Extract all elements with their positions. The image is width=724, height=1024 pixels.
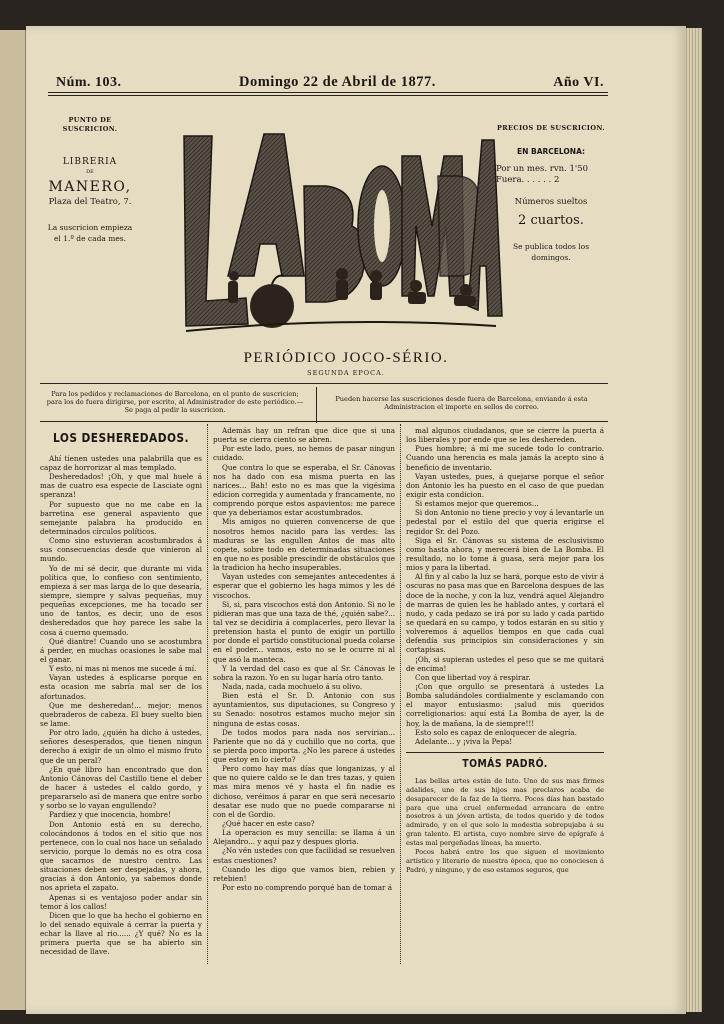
- paragraph: Dicen que lo que ha hecho el gobierno en lo del senado equivale á cerrar la puerta y echar la llave al rio...... ¿Y qué? No es la primera puerta que se ha abierto sin necesidad de llave.: [40, 910, 202, 957]
- paragraph: Pardiez y que inocencia, hombre!: [49, 810, 171, 820]
- paragraph: ¡Oh, si supieran ustedes el peso que se me quitará de encima!: [406, 654, 604, 673]
- column-2-text: [213, 426, 395, 892]
- paragraph: Si estamos mejor que queremos...: [415, 499, 539, 509]
- paragraph: Al fin y al cabo la luz se hará, porque esto de vivir á oscuras no pasa mas que en Barcelona despues de las doce de la noche, y con la luz, vendrá aquel Alejandro de marras de quien les he hablado antes, y cortará el nudo, y cada pedazo se irá por su lado y cada partido se quedará en su campo, y todos estarán en su sitio y volveremos á aquellos tiempos en que cada cual defendía sus principios sin consideraciones y sin cortapisas.: [406, 572, 604, 655]
- masthead-artwork: [176, 126, 506, 346]
- prices-heading: PRECIOS DE SUSCRICION.: [496, 124, 606, 132]
- paragraph: Además hay un refran que dice que si una puerta se cierra ciento se abren.: [213, 426, 395, 445]
- issue-year: Año VI.: [553, 75, 604, 90]
- notice-right: Pueden hacerse las suscriciones desde fuera de Barcelona, enviando á esta Administracion el importe en sellos de correo.: [316, 387, 606, 423]
- page-stack-edge: [684, 28, 702, 1012]
- paragraph: Adelante... y ¡viva la Pepa!: [415, 736, 513, 746]
- paragraph: La operacion es muy sencilla: se llama á un Alejandro... y aquí paz y despues gloria.: [213, 828, 395, 847]
- publication-note: Se publica todos los domingos.: [512, 242, 590, 262]
- paragraph: Desheredados! ¡Oh, y que mal huele á mas de cuatro esa especie de Lasciate ogni speranza!: [40, 472, 202, 500]
- paragraph: Pero como hay mas días que longanizas, y al que no quiere caldo se le dan tres tazas, y quien mas mira menos vé y hasta el fin nadie es dichoso, veréimos á parar en que será necesario desatar ese nudo que no puede compararse ni con el de Gordio.: [213, 764, 395, 819]
- loose-issues-label: Números sueltos: [514, 197, 588, 208]
- paragraph: Que me desheredan!... mejor; menos quebraderos de cabeza. El buey suelto bien se lame.: [40, 700, 202, 728]
- paragraph: Pues hombre; á mí me sucede todo lo contrario. Cuando una herencia es mala jamás la acepto sino á beneficio de inventario.: [406, 444, 604, 472]
- article-column-3: [406, 426, 604, 966]
- de-label: DE: [86, 168, 94, 175]
- paragraph: ¿Qué hacer en este caso?: [222, 819, 315, 829]
- paragraph: Por otro lado, ¿quién ha dicho á ustedes, señores desesperados, que tienen ningun derecho á exigir de un olmo el mismo fruto que de un peral?: [40, 728, 202, 765]
- shop-name: MANERO,: [48, 178, 132, 195]
- column-divider-2: [400, 424, 401, 964]
- paragraph: Esto solo es capaz de enloquecer de alegría.: [415, 727, 577, 737]
- column-1-text: [40, 454, 202, 957]
- article-column-1: [40, 426, 202, 966]
- paragraph: Las bellas artes están de luto. Uno de sus mas firmes adalides, uno de sus hijos mas preclaros acaba de desaparecer de la faz de la tierra. Pocos días han bastado para que una cruel enfermedad arrancara de entre nosotros á un jóven artista, de todos querido y de todos admirado, y en el que solo la modestia sobrepujaba á su gran talento. El artista, cuyo nombre sirve de epígrafe á estas mal pergeñadas líneas, ha muerto.: [406, 776, 604, 848]
- previous-page-edge: [0, 30, 26, 1010]
- subscription-heading: PUNTO DE SUSCRICION.: [62, 116, 118, 134]
- notice-bottom-rule: [40, 421, 608, 422]
- section-rule: [406, 752, 604, 753]
- paragraph: ¿No vén ustedes con que facilidad se resuelven estas cuestiones?: [213, 846, 395, 865]
- header-line: [56, 74, 604, 91]
- notice-top-rule: [40, 383, 608, 384]
- paragraph: Por esto no comprendo porqué han de tomar á: [222, 883, 392, 893]
- prices-box: [492, 124, 610, 263]
- masthead-subtitle: PERIÓDICO JOCO-SÉRIO.: [243, 350, 449, 366]
- paragraph: De todos modos para nada nos servirian... Pariente que no dá y cuchillo que no corta, que se pierda poco importa. ¿No les parece á ustedes que estoy en lo cierto?: [213, 727, 395, 765]
- price-month: Por un mes. rvn. 1'50: [496, 163, 589, 174]
- paragraph: Ahí tienen ustedes una palabrilla que es capaz de horrorizar al mas templado.: [40, 453, 202, 473]
- paragraph: Con que libertad voy á respirar.: [415, 672, 531, 682]
- loose-issue-price: 2 cuartos.: [518, 213, 584, 229]
- issue-number: Núm. 103.: [56, 75, 122, 90]
- obituary-title: TOMÁS PADRÓ.: [462, 756, 548, 770]
- article-column-2: [213, 426, 395, 966]
- paragraph: Siga el Sr. Cánovas su sistema de esclusivismo como hasta ahora, y merecerá bien de La Bomba. El resultado, no lo tome á guasa, será mejor para los mios y para la libertad.: [406, 535, 604, 573]
- column-divider-1: [207, 424, 208, 964]
- article-title: LOS DESHEREDADOS.: [53, 430, 189, 445]
- shop-label: LIBRERIA: [62, 157, 118, 168]
- paragraph: Bien está el Sr. D. Antonio con sus ayuntamientos, sus diputaciones, su Congreso y su Senado: nosotros estamos mucho mejor sin ninguna de estas cosas.: [213, 691, 395, 728]
- paragraph: Don Antonio está en su derecho, colocándonos á todos en el sitio que nos pertenece, con lo cual nos hace un señalado servicio, porque lo demás no es otra cosa que sacarnos de nuestro centro. Las situaciones deben ser despejadas, y ahora, gracias á don Antonio, ya sabemos donde nos aprieta el zapato.: [40, 819, 202, 893]
- price-outside: Fuera. . . . . . 2: [496, 175, 560, 186]
- notice-left: Para los pedidos y reclamaciones de Barcelona, en el punto de suscricion; para los de fuera dirigirse, por escrito, al Administrador de este periódico.—Se paga al pedir la suscricion.: [46, 390, 304, 415]
- subscription-point-box: [40, 116, 140, 244]
- issue-date: Domingo 22 de Abril de 1877.: [238, 74, 436, 90]
- paragraph: Si, si, para viscochos está don Antonio. Si no le pidieran mas que una taza de thé, ¿quién sabe?... tal vez se decidiria á complacerles, pero llevar la pretension hasta el punto de exigir un portillo por donde el partido constitucional pueda colarse en el poder... vamos, esto no se le ocurre ni al que asó la manteca.: [213, 599, 395, 664]
- paragraph: ¡Con que orgullo se presentará á ustedes La Bomba saludándoles cordialmente y esclamando con el mayor entusiasmo: ¡salud mis queridos correligionarios: aquí está La Bomba de ayer, la de hoy, la de mañana, la de siempre!!!: [406, 681, 604, 728]
- shop-address: Plaza del Teatro, 7.: [48, 197, 132, 208]
- paragraph: Y la verdad del caso es que al Sr. Cánovas le sobra la razon. Yo en su lugar haría otro tanto.: [213, 663, 395, 682]
- column-3-text: [406, 426, 604, 746]
- paragraph: Por este lado, pues, no hemos de pasar ningun cuidado.: [213, 444, 395, 463]
- paragraph: Vayan ustedes, pues, á quejarse porque el señor don Antonio les ha puesto en el caso de que puedan exigir esta condicion.: [406, 471, 604, 499]
- header-rule-2: [48, 95, 608, 96]
- newspaper-page: [26, 26, 686, 1014]
- paragraph: Vayan ustedes á esplicarse porque en esta ocasion me sabría mal ser de los afortunados.: [40, 673, 202, 701]
- paragraph: Pocos habrá entre los que siguen el movimiento artístico y literario de nuestra época, que no conociesen á Padró, y ninguno, y de eso estamos seguros, que: [406, 848, 604, 874]
- subscription-note: La suscricion empieza el 1.º de cada mes.: [47, 223, 133, 243]
- paragraph: Mis amigos no quieren convencerse de que nosotros hemos nacido para las verdes: las maduras se las engullen Antos de mas alto copete, sobre todo en determinadas situaciones en que no es posible prescindir de obstáculos que la tradicion ha hecho insuperables.: [213, 517, 395, 573]
- paragraph: Apenas si es ventajoso poder andar sin temor á los callos!: [40, 892, 202, 911]
- paragraph: ¿En qué libro han encontrado que don Antonio Cánovas del Castillo tiene el deber de hacer á ustedes el caldo gordo, y prepararselo así de manera que entre sorbo y sorbo se lo vayan engullendo?: [40, 764, 202, 811]
- paragraph: Por supuesto que no me cabe en la barretina ese general aspaviento que semejante palabra ha producido en determinados círculos políticos.: [40, 499, 202, 536]
- header-rule: [48, 92, 608, 93]
- paragraph: Qué diantre! Cuando uno se acostumbra á perder, en muchas ocasiones le sabe mal el ganar.: [40, 636, 202, 664]
- masthead-epoch: SEGUNDA EPOCA.: [307, 369, 385, 377]
- paragraph: Y esto, ni mas ni menos me sucede á mí.: [49, 664, 197, 674]
- paragraph: Vayan ustedes con semejantes antecedentes á esperar que el gobierno les haga mimos y les dé viscochos.: [213, 572, 395, 600]
- paragraph: Si don Antonio no tiene precio y voy á levantarle un pedestal por el estilo del que queria erigirse el regidor Sr. del Pozo.: [406, 508, 604, 536]
- paragraph: Yo de mí sé decir, que durante mi vida política que, lo confieso con sentimiento, empieza á ser mas larga de lo que desearía, siempre, siempre y salvas pequeñas, muy pequeñas excepciones, me ha tocado ser uno de tantos, es decir, uno de esos desheredados que hoy parece les sabe la cosa á cuerno quemado.: [40, 563, 202, 637]
- city-label: EN BARCELONA:: [516, 147, 586, 157]
- masthead-illustration: [176, 126, 506, 346]
- paragraph: Que contra lo que se esperaba, el Sr. Cánovas nos ha dado con esa misma puerta en las narices... Bah! esto no es mas que la vigésima edicion corregida y aumentada y francamente, no comprendo porque estos aspavientos: me parece que ya deberiamos estar acostumbrados.: [213, 462, 395, 518]
- paragraph: Cuando les digo que vamos bien, rebien y retebien!: [213, 864, 395, 883]
- obituary-text: [406, 777, 604, 875]
- paragraph: mal algunos ciudadanos, que se cierre la puerta á los liberales y por ende que se les deshereden.: [406, 426, 604, 445]
- paragraph: Nada, nada, cada mochuelo á su olivo.: [222, 681, 363, 691]
- paragraph: Como sino estuvieran acostumbrados á sus consecuencias desde que vinieron al mundo.: [40, 536, 202, 564]
